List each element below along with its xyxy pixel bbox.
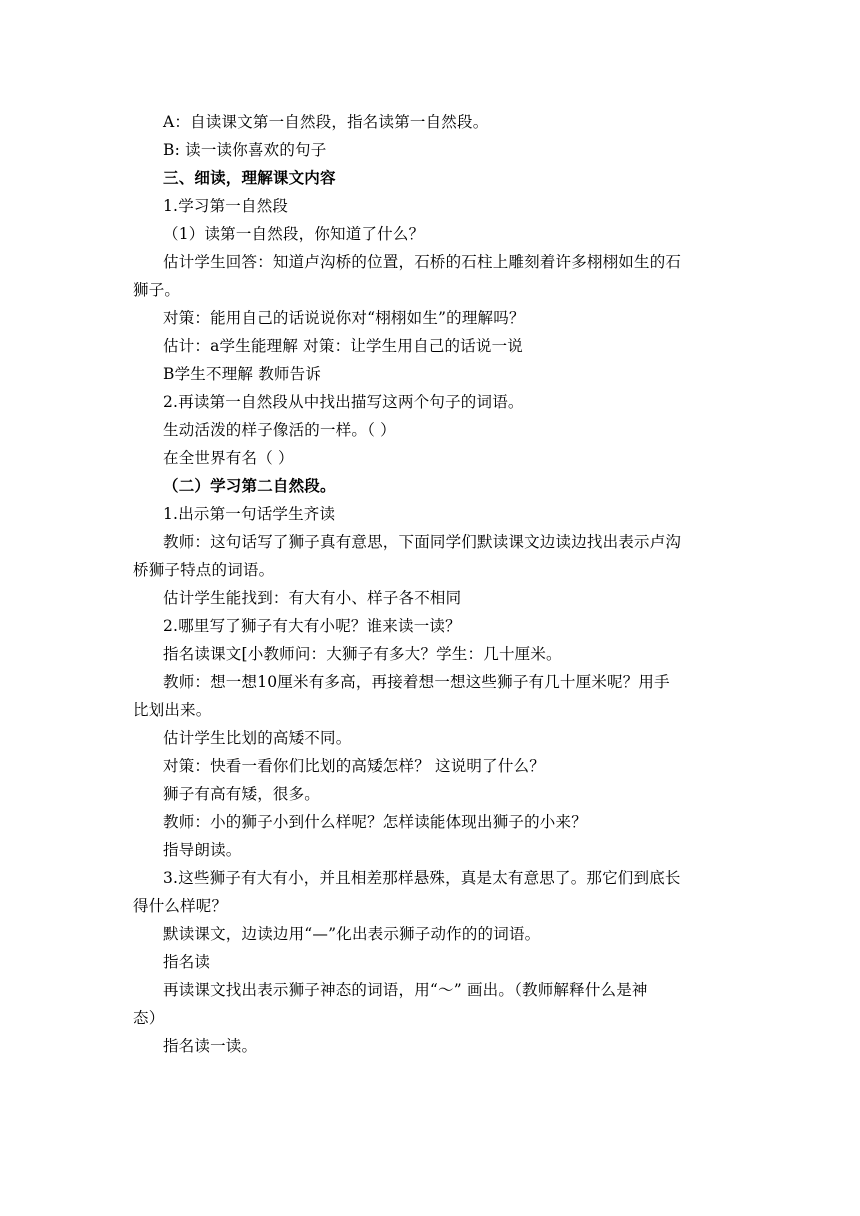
paragraph-line: 估计学生比划的高矮不同。 bbox=[163, 729, 352, 747]
paragraph-line: 再读课文找出表示狮子神态的词语，用“～” 画出。（教师解释什么是神 bbox=[163, 981, 648, 999]
paragraph-line: 教师：想一想10厘米有多高，再接着想一想这些狮子有几十厘米呢？用手 bbox=[163, 673, 670, 691]
paragraph-continuation: 桥狮子特点的词语。 bbox=[133, 561, 275, 579]
paragraph-line: 指名读课文[小教师问：大狮子有多大？学生：几十厘米。 bbox=[163, 645, 562, 663]
paragraph-continuation: 态） bbox=[133, 1009, 165, 1027]
paragraph-line: 估计学生回答：知道卢沟桥的位置，石桥的石柱上雕刻着许多栩栩如生的石 bbox=[163, 253, 682, 271]
paragraph-line: 3.这些狮子有大有小，并且相差那样悬殊，真是太有意思了。那它们到底长 bbox=[163, 869, 681, 887]
paragraph-line: 在全世界有名（ ） bbox=[163, 449, 294, 467]
paragraph-line: 狮子有高有矮，很多。 bbox=[163, 785, 321, 803]
paragraph-line: 1.出示第一句话学生齐读 bbox=[163, 505, 336, 523]
section-heading: （二）学习第二自然段。 bbox=[163, 476, 336, 495]
paragraph-line: 估计：a学生能理解 对策：让学生用自己的话说一说 bbox=[163, 337, 523, 355]
section-heading: 三、细读，理解课文内容 bbox=[163, 168, 336, 187]
paragraph-continuation: 得什么样呢？ bbox=[133, 897, 228, 915]
paragraph-line: 生动活泼的样子像活的一样。（ ） bbox=[163, 421, 396, 439]
paragraph-line: 指名读一读。 bbox=[163, 1037, 258, 1055]
paragraph-line: 默读课文，边读边用“—”化出表示狮子动作的的词语。 bbox=[163, 925, 541, 943]
paragraph-line: （1）读第一自然段，你知道了什么？ bbox=[163, 225, 425, 243]
paragraph-continuation: 狮子。 bbox=[133, 281, 181, 299]
paragraph-line: 教师：小的狮子小到什么样呢？怎样读能体现出狮子的小来？ bbox=[163, 813, 587, 831]
paragraph-line: 1.学习第一自然段 bbox=[163, 197, 289, 215]
paragraph-line: 2.再读第一自然段从中找出描写这两个句子的词语。 bbox=[163, 393, 524, 411]
paragraph-line: 估计学生能找到：有大有小、样子各不相同 bbox=[163, 589, 462, 607]
paragraph-line: 对策：能用自己的话说说你对“栩栩如生”的理解吗？ bbox=[163, 309, 525, 327]
paragraph-line: 2.哪里写了狮子有大有小呢？谁来读一读？ bbox=[163, 617, 461, 635]
document-body bbox=[133, 108, 733, 1060]
paragraph-line: 教师：这句话写了狮子真有意思，下面同学们默读课文边读边找出表示卢沟 bbox=[163, 533, 682, 551]
paragraph-line: 指导朗读。 bbox=[163, 841, 242, 859]
paragraph-line: B学生不理解 教师告诉 bbox=[163, 365, 322, 383]
paragraph-line: B: 读一读你喜欢的句子 bbox=[163, 141, 327, 159]
paragraph-line: 指名读 bbox=[163, 953, 211, 971]
paragraph-line: A：自读课文第一自然段，指名读第一自然段。 bbox=[163, 113, 489, 131]
paragraph-continuation: 比划出来。 bbox=[133, 701, 212, 719]
paragraph-line: 对策：快看一看你们比划的高矮怎样？ 这说明了什么？ bbox=[163, 757, 545, 775]
